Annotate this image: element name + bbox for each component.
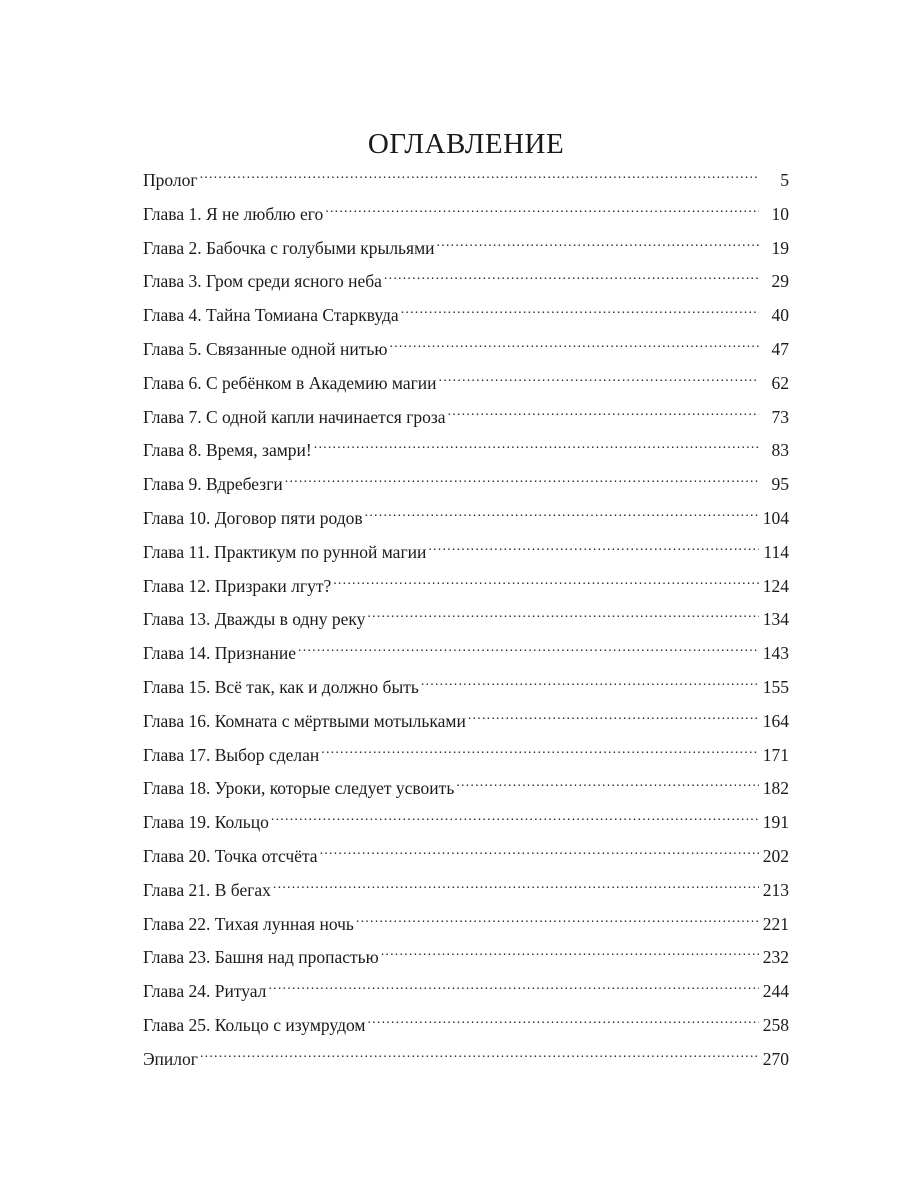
toc-entry — [143, 604, 789, 638]
toc-entry-page-number: 10 — [771, 203, 789, 224]
toc-entry-page-number: 202 — [762, 845, 789, 866]
toc-entry-page-number: 232 — [762, 947, 789, 968]
toc-entry-page-number: 143 — [762, 643, 789, 664]
dot-leader — [200, 1047, 759, 1065]
toc-entry — [143, 638, 789, 672]
toc-entry-label: Глава 2. Бабочка с голубыми крыльями — [143, 237, 435, 258]
toc-entry — [143, 402, 789, 436]
dot-leader — [381, 946, 759, 964]
toc-entry-page-number: 221 — [762, 913, 789, 934]
toc-entry-page-number: 155 — [762, 676, 789, 697]
toc-entry — [143, 368, 789, 402]
toc-entry — [143, 266, 789, 300]
toc-entry — [143, 300, 789, 334]
toc-entry-label: Пролог — [143, 170, 198, 190]
dot-leader — [273, 878, 759, 896]
toc-entry-label: Глава 17. Выбор сделан — [143, 744, 320, 765]
toc-entry-page-number: 258 — [762, 1014, 789, 1035]
dot-leader — [325, 202, 759, 220]
toc-entry-label: Глава 7. С одной капли начинается гроза — [143, 406, 446, 427]
toc-entry-label: Глава 13. Дважды в одну реку — [143, 609, 366, 630]
toc-entry — [143, 435, 789, 469]
dot-leader — [439, 371, 759, 389]
toc-entry — [143, 165, 789, 199]
toc-entry — [143, 942, 789, 976]
toc-entry-label: Глава 1. Я не люблю его — [143, 203, 324, 224]
dot-leader — [468, 709, 759, 727]
toc-entry — [143, 1010, 789, 1044]
toc-entry — [143, 672, 789, 706]
toc-entry-page-number: 73 — [771, 406, 789, 427]
toc-entry-page-number: 114 — [763, 541, 789, 562]
toc-entry-label: Глава 6. С ребёнком в Академию магии — [143, 372, 437, 393]
toc-entry-page-number: 62 — [771, 372, 789, 393]
dot-leader — [356, 912, 759, 930]
toc-entry-page-number: 213 — [762, 879, 789, 900]
dot-leader — [428, 540, 759, 558]
dot-leader — [421, 675, 759, 693]
toc-entry — [143, 909, 789, 943]
dot-leader — [333, 574, 759, 592]
toc-entry — [143, 537, 789, 571]
toc-entry-page-number: 83 — [771, 440, 789, 461]
dot-leader — [384, 270, 759, 288]
toc-entry — [143, 571, 789, 605]
toc-entry-page-number: 171 — [762, 744, 789, 765]
toc-entry-page-number: 29 — [771, 271, 789, 292]
toc-entry — [143, 773, 789, 807]
dot-leader — [367, 1013, 759, 1031]
toc-entry-page-number: 124 — [762, 575, 789, 596]
dot-leader — [448, 405, 759, 423]
dot-leader — [456, 777, 759, 795]
dot-leader — [285, 473, 759, 491]
toc-entry-label: Глава 19. Кольцо — [143, 812, 269, 833]
toc-title: ОГЛАВЛЕНИЕ — [367, 128, 565, 160]
toc-entry — [143, 199, 789, 233]
toc-entry-page-number: 270 — [762, 1048, 789, 1069]
toc-entry-label: Глава 14. Признание — [143, 643, 297, 664]
toc-entry-label: Глава 15. Всё так, как и должно быть — [143, 676, 419, 697]
dot-leader — [321, 743, 759, 761]
toc-entry-page-number: 134 — [762, 609, 789, 630]
dot-leader — [437, 236, 759, 254]
toc-entry — [143, 841, 789, 875]
toc-entry-page-number: 95 — [771, 474, 789, 495]
toc-entry-label: Эпилог — [143, 1048, 198, 1069]
dot-leader — [200, 169, 759, 187]
toc-entry — [143, 469, 789, 503]
toc-entry-page-number: 5 — [780, 170, 789, 190]
toc-entry — [143, 233, 789, 267]
toc-entry-page-number: 19 — [771, 237, 789, 258]
dot-leader — [367, 608, 759, 626]
toc-entry-page-number: 191 — [762, 812, 789, 833]
toc-entry — [143, 334, 789, 368]
dot-leader — [365, 506, 759, 524]
toc-entry — [143, 1044, 789, 1078]
toc-entry-page-number: 104 — [762, 507, 789, 528]
toc-entry — [143, 706, 789, 740]
toc-entry-page-number: 244 — [762, 981, 789, 1002]
toc-entry — [143, 875, 789, 909]
dot-leader — [314, 439, 759, 457]
toc-entry-label: Глава 10. Договор пяти родов — [143, 507, 363, 528]
toc-entry-label: Глава 22. Тихая лунная ночь — [143, 913, 354, 934]
toc-entry-label: Глава 9. Вдребезги — [143, 474, 283, 495]
toc-entry-label: Глава 21. В бегах — [143, 879, 271, 900]
toc-entry-label: Глава 8. Время, замри! — [143, 440, 312, 461]
toc-entry-label: Глава 12. Призраки лгут? — [143, 575, 332, 596]
dot-leader — [389, 337, 759, 355]
toc-entry — [143, 740, 789, 774]
dot-leader — [320, 844, 759, 862]
toc-entry-page-number: 182 — [762, 778, 789, 799]
toc-entry-label: Глава 11. Практикум по рунной магии — [143, 541, 427, 562]
toc-entry-label: Глава 16. Комната с мёртвыми мотыльками — [143, 710, 466, 731]
toc-entry-page-number: 47 — [771, 338, 789, 359]
toc-entry — [143, 503, 789, 537]
toc-entry-label: Глава 25. Кольцо с изумрудом — [143, 1014, 366, 1035]
toc-entry-page-number: 164 — [762, 710, 789, 731]
dot-leader — [268, 980, 759, 998]
toc-entry-label: Глава 4. Тайна Томиана Старквуда — [143, 305, 399, 326]
toc-entry-label: Глава 20. Точка отсчёта — [143, 845, 318, 866]
toc-entry-page-number: 40 — [771, 305, 789, 326]
toc-entry — [143, 807, 789, 841]
dot-leader — [401, 304, 759, 322]
dot-leader — [271, 811, 759, 829]
toc-entry-label: Глава 23. Башня над пропастью — [143, 947, 379, 968]
toc-entry-label: Глава 3. Гром среди ясного неба — [143, 271, 382, 292]
dot-leader — [298, 642, 759, 660]
toc-entry-label: Глава 5. Связанные одной нитью — [143, 338, 388, 359]
toc-list — [143, 165, 789, 1078]
toc-entry — [143, 976, 789, 1010]
toc-entry-label: Глава 18. Уроки, которые следует усвоить — [143, 778, 455, 799]
toc-entry-label: Глава 24. Ритуал — [143, 981, 267, 1002]
